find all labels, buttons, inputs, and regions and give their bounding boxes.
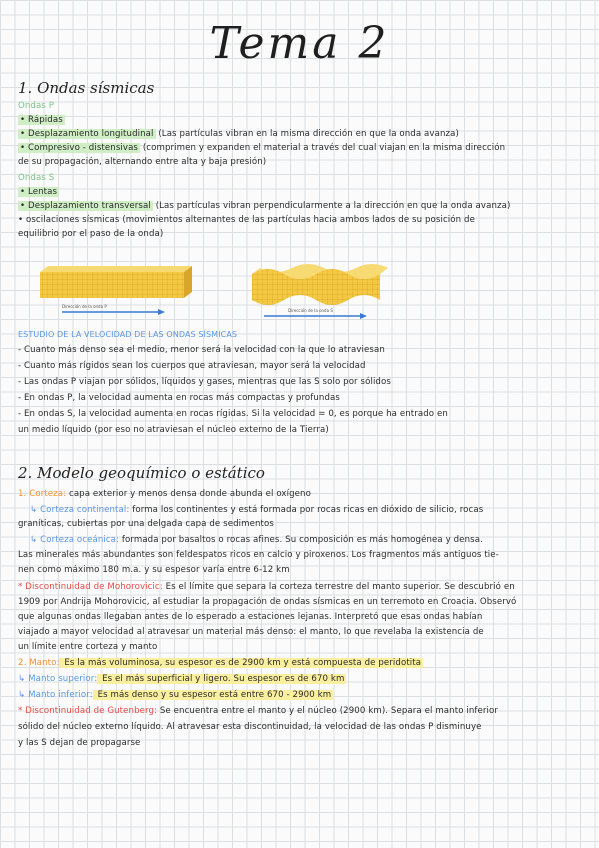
estudio-line-3: - Las ondas P viajan por sólidos, líquidos y gases, mientras que las S solo por sólidos xyxy=(18,377,391,387)
ondas-s-item-3-cont: equilibrio por el paso de la onda) xyxy=(18,229,164,239)
continental-label: ↳ Corteza continental: xyxy=(30,505,130,515)
s-wave-caption: Dirección de la onda S xyxy=(288,308,333,313)
ondas-p-item-1 xyxy=(18,113,583,127)
moho-line-3: que algunas ondas llegaban antes de lo esperado a estaciones lejanas. Interpretó que esas ondas habían xyxy=(18,612,483,622)
moho-label: * Discontinuidad de Mohorovicic: xyxy=(18,582,163,592)
ondas-p-item-3 xyxy=(18,141,583,155)
estudio-heading: ESTUDIO DE LA VELOCIDAD DE LAS ONDAS SÍSMICAS xyxy=(18,330,238,339)
corteza-text: capa exterior y menos densa donde abunda el oxígeno xyxy=(66,489,311,499)
oceanica-line-3: nen como máximo 180 m.a. y su espesor varía entre 6-12 km xyxy=(18,565,290,575)
item-text: (comprimen y expanden el material a través del cual viajan en la misma dirección xyxy=(140,143,506,153)
wave-figures xyxy=(32,264,412,328)
ondas-s-item-2 xyxy=(18,199,583,213)
corteza-line xyxy=(18,487,583,501)
gutenberg-text: Se encuentra entre el manto y el núcleo (2900 km). Separa el manto inferior xyxy=(157,706,499,716)
estudio-line-6: un medio líquido (por eso no atraviesan el núcleo externo de la Tierra) xyxy=(18,425,329,435)
continental-line xyxy=(18,503,583,517)
manto-inf-line xyxy=(18,688,583,702)
section2-heading: 2. Modelo geoquímico o estático xyxy=(18,464,265,482)
estudio-line-1: - Cuanto más denso sea el medio, menor será la velocidad con la que lo atraviesan xyxy=(18,345,385,355)
ondas-s-item-3: • oscilaciones sísmicas (movimientos alternantes de las partículas hacia ambos lados de su posición de xyxy=(18,215,475,225)
highlight: • Desplazamiento transversal xyxy=(20,201,151,211)
moho-line-5: un límite entre corteza y manto xyxy=(18,642,158,652)
moho-text: Es el límite que separa la corteza terrestre del manto superior. Se descubrió en xyxy=(162,582,515,592)
highlight: • Lentas xyxy=(20,187,58,197)
ondas-s-item-1 xyxy=(18,185,583,199)
ondas-p-item-2 xyxy=(18,127,583,141)
oceanica-label: ↳ Corteza oceánica: xyxy=(30,535,120,545)
page-title: Tema 2 xyxy=(209,18,390,69)
ondas-p-item-3-cont: de su propagación, alternando entre alta y baja presión) xyxy=(18,157,267,167)
continental-line-2: graníticas, cubiertas por una delgada capa de sedimentos xyxy=(18,519,274,529)
highlight: • Rápidas xyxy=(20,115,63,125)
estudio-line-2: - Cuanto más rígidos sean los cuerpos que atraviesan, mayor será la velocidad xyxy=(18,361,366,371)
p-wave-block xyxy=(40,266,192,315)
manto-sup-text: Es el más superficial y ligero. Su espesor es de 670 km xyxy=(99,674,345,684)
gutenberg-label: * Discontinuidad de Gutenberg: xyxy=(18,706,158,716)
gutenberg-line-2: sólido del núcleo externo líquido. Al atravesar esta discontinuidad, la velocidad de las ondas P disminuye xyxy=(18,722,482,732)
estudio-line-4: - En ondas P, la velocidad aumenta en rocas más compactas y profundas xyxy=(18,393,340,403)
manto-sup-label: ↳ Manto superior: xyxy=(18,674,98,684)
manto-inf-text: Es más denso y su espesor está entre 670 - 2900 km xyxy=(94,690,332,700)
estudio-line-5: - En ondas S, la velocidad aumenta en rocas rígidas. Si la velocidad = 0, es porque ha entrado en xyxy=(18,409,448,419)
s-wave-block xyxy=(252,264,388,319)
manto-text: Es la más voluminosa, su espesor es de 2900 km y está compuesta de peridotita xyxy=(61,658,422,668)
gutenberg-line xyxy=(18,704,583,718)
highlight: • Desplazamiento longitudinal xyxy=(20,129,154,139)
manto-line xyxy=(18,656,583,670)
item-text: (Las partículas vibran perpendicularmente a la dirección en que la onda avanza) xyxy=(152,201,511,211)
ondas-p-label: Ondas P xyxy=(18,101,55,111)
oceanica-line-2: Las minerales más abundantes son feldespatos ricos en calcio y piroxenos. Los fragmentos más antiguos tie- xyxy=(18,550,499,560)
oceanica-text: formada por basaltos o rocas afines. Su composición es más homogénea y densa. xyxy=(119,535,483,545)
manto-inf-label: ↳ Manto inferior: xyxy=(18,690,93,700)
section1-heading: 1. Ondas sísmicas xyxy=(18,79,155,97)
highlight: • Compresivo - distensivas xyxy=(20,143,139,153)
moho-line-4: viajado a mayor velocidad al atravesar un material más denso: el manto, lo que revelaba la existencia de xyxy=(18,627,484,637)
manto-sup-line xyxy=(18,672,583,686)
oceanica-line xyxy=(18,533,583,547)
moho-line xyxy=(18,580,583,594)
item-text: (Las partículas vibran en la misma dirección en que la onda avanza) xyxy=(155,129,459,139)
moho-line-2: 1909 por Andrija Mohorovicic, al estudiar la propagación de ondas sísmicas en un terremoto en Croacia. Observó xyxy=(18,597,517,607)
manto-label: 2. Manto: xyxy=(18,658,60,668)
ondas-s-label: Ondas S xyxy=(18,173,55,183)
p-wave-caption: Dirección de la onda P xyxy=(62,304,107,309)
gutenberg-line-3: y las S dejan de propagarse xyxy=(18,738,141,748)
corteza-label: 1. Corteza: xyxy=(18,489,67,499)
continental-text: forma los continentes y está formada por rocas ricas en dióxido de silicio, rocas xyxy=(129,505,484,515)
